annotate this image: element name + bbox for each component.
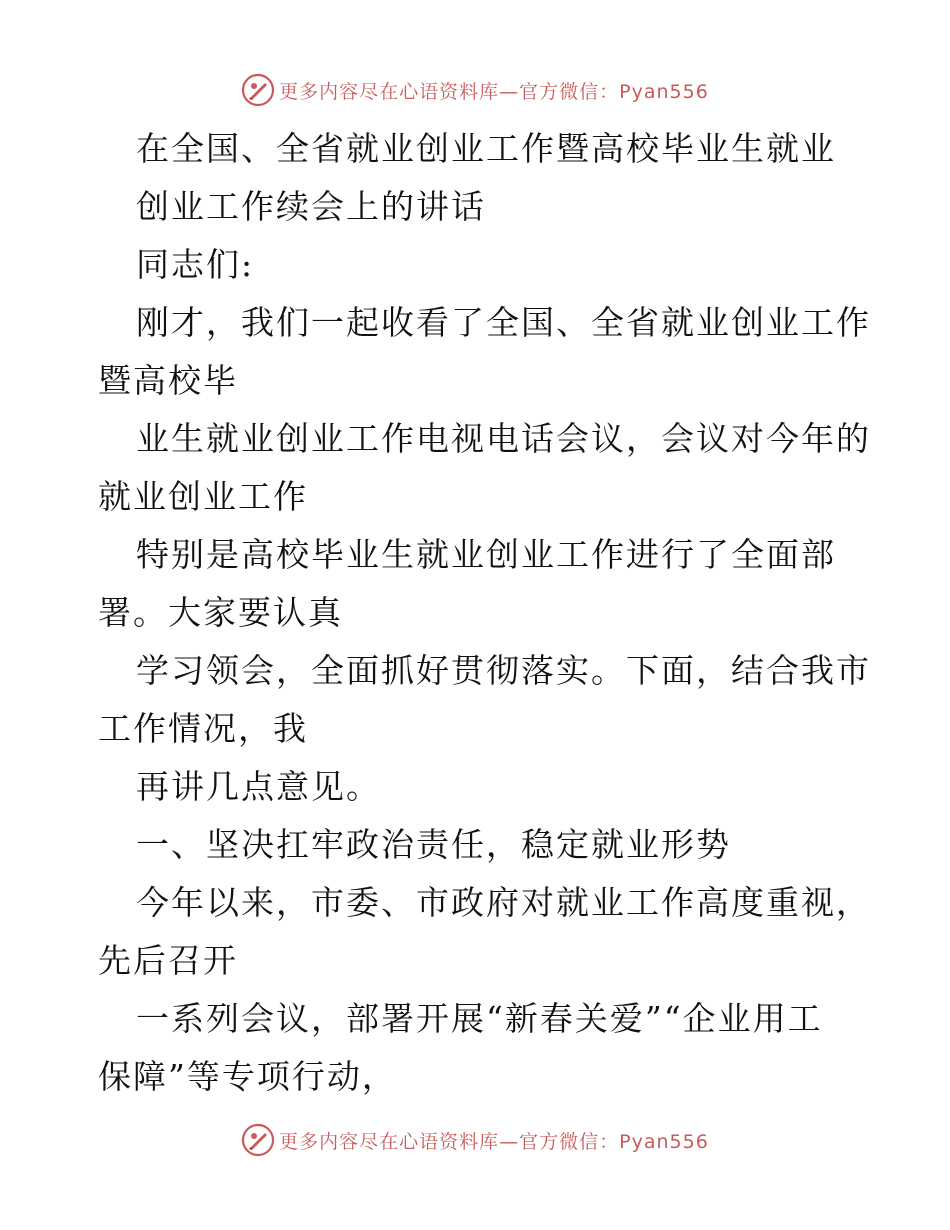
text-line: 工作情况，我 (98, 709, 308, 748)
text-line: 一系列会议，部署开展“新春关爱”“企业用工 (136, 999, 823, 1038)
text-line: 特别是高校毕业生就业创业工作进行了全面部 (136, 535, 836, 574)
document-body (98, 120, 871, 1106)
text-line: 刚才，我们一起收看了全国、全省就业创业工作 (136, 303, 871, 342)
text-line: 保障”等专项行动， (98, 1057, 397, 1096)
text-line: 先后召开 (98, 941, 238, 980)
footer-banner (0, 1120, 950, 1160)
text-line: 学习领会，全面抓好贯彻落实。下面，结合我市 (136, 651, 871, 690)
header-banner-text: 更多内容尽在心语资料库—官方微信：Pyan556 (279, 80, 709, 103)
text-line: 创业工作续会上的讲话 (136, 187, 486, 226)
feather-pen-logo-icon (241, 73, 275, 107)
text-line: 业生就业创业工作电视电话会议，会议对今年的 (136, 419, 871, 458)
text-line: 一、坚决扛牢政治责任，稳定就业形势 (136, 825, 731, 864)
text-line: 暨高校毕 (98, 361, 238, 400)
text-line: 同志们: (136, 245, 255, 284)
text-line: 署。大家要认真 (98, 593, 343, 632)
text-line: 再讲几点意见。 (136, 767, 381, 806)
text-line: 就业创业工作 (98, 477, 308, 516)
text-line: 今年以来，市委、市政府对就业工作高度重视， (136, 883, 871, 922)
feather-pen-logo-icon (241, 1123, 275, 1157)
header-banner (0, 70, 950, 110)
text-line: 在全国、全省就业创业工作暨高校毕业生就业 (136, 129, 836, 168)
footer-banner-text: 更多内容尽在心语资料库—官方微信：Pyan556 (279, 1130, 709, 1153)
